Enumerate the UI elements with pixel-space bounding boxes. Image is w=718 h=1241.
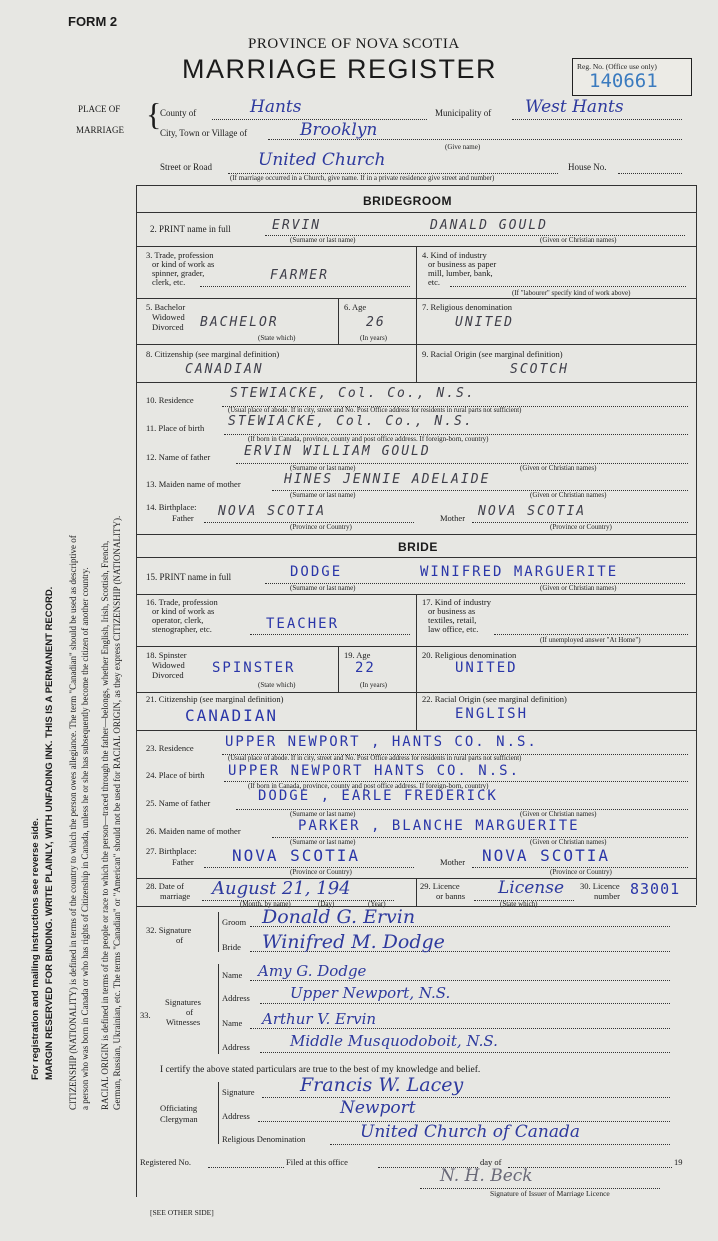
church-note: (If marriage occurred in a Church, give name. If in a private residence give street and number) (230, 174, 495, 182)
groom-surname: ERVIN (272, 218, 322, 233)
form-number: FORM 2 (68, 14, 118, 29)
f17-note: (If unemployed answer "At Home") (540, 636, 641, 644)
father-surname-caption: (Surname or last name) (290, 464, 356, 472)
filed-label: Filed at this office (286, 1157, 348, 1167)
place-label-bottom: MARRIAGE (76, 125, 125, 135)
f20-label: 20. Religious denomination (422, 650, 517, 660)
reg-no-box (572, 58, 692, 96)
bride-father-prov-caption: (Province or Country) (290, 868, 352, 876)
w2-address-label: Address (222, 1042, 250, 1052)
day-of-label: day of (480, 1157, 502, 1167)
clergy-sig-label: Signature (222, 1087, 255, 1097)
w1-name-label: Name (222, 970, 243, 980)
margin-binding-notice: MARGIN RESERVED FOR BINDING. WRITE PLAINLY, WITH UNFADING INK. THIS IS A PERMANENT RECORD. (44, 586, 55, 1080)
brace-icon: { (146, 96, 162, 132)
groom-mother-birthplace: NOVA SCOTIA (478, 504, 587, 519)
street-value: United Church (258, 150, 386, 170)
f17-label-4: law office, etc. (428, 624, 479, 634)
f29-label-2: or banns (436, 891, 466, 901)
f16-label: 16. Trade, profession (146, 597, 218, 607)
bride-mother-birthplace: NOVA SCOTIA (482, 846, 610, 865)
clergyman-label: Clergyman (160, 1114, 198, 1124)
f11-label: 11. Place of birth (146, 423, 205, 433)
witness-label-2: of (186, 1007, 194, 1017)
bride-father-given-caption: (Given or Christian names) (520, 810, 597, 818)
f32-label: 32. Signature (146, 925, 192, 935)
year-caption: (Year) (368, 900, 386, 908)
in-years-caption: (In years) (360, 334, 388, 342)
city-label: City, Town or Village of (160, 128, 248, 138)
f24-label: 24. Place of birth (146, 770, 205, 780)
clergy-address-label: Address (222, 1111, 250, 1121)
bride-age: 22 (355, 660, 376, 676)
place-label-top: PLACE OF (78, 104, 121, 114)
f3-label-2: or kind of work as (152, 259, 215, 269)
f5-label: 5. Bachelor (146, 302, 186, 312)
f28-label: 28. Date of (146, 881, 185, 891)
f10-label: 10. Residence (146, 395, 194, 405)
surname-caption: (Surname or last name) (290, 236, 356, 244)
f19-label: 19. Age (344, 650, 371, 660)
f9-label: 9. Racial Origin (see marginal definition) (422, 349, 563, 359)
f26-label: 26. Maiden name of mother (146, 826, 241, 836)
issuer-caption: Signature of Issuer of Marriage Licence (490, 1189, 610, 1198)
f3-label-3: spinner, grader, (152, 268, 205, 278)
margin-citizenship-2: a person who was born in Canada or who has rights of Citizenship in Canada, unless he or she has subsequently become the citizen of another country. (80, 567, 90, 1110)
province-heading: PROVINCE OF NOVA SCOTIA (248, 36, 460, 52)
reg-no-stamp: 140661 (589, 70, 658, 92)
f5-label-2: Widowed (152, 312, 185, 322)
f25-label: 25. Name of father (146, 798, 211, 808)
bride-religion: UNITED (455, 660, 518, 676)
f4-label: 4. Kind of industry (422, 250, 487, 260)
f23-label: 23. Residence (146, 743, 194, 753)
f4-label-4: etc. (428, 277, 441, 287)
groom-signature: Donald G. Ervin (262, 906, 416, 928)
f2-label: 2. PRINT name in full (150, 224, 231, 234)
f3-label: 3. Trade, profession (146, 250, 214, 260)
f18-label-2: Widowed (152, 660, 185, 670)
f16-label-3: operator, clerk, (152, 615, 204, 625)
mother-given-caption: (Given or Christian names) (530, 491, 607, 499)
clergy-signature: Francis W. Lacey (300, 1074, 464, 1096)
licence-or-banns: License (498, 878, 565, 898)
bride-residence: UPPER NEWPORT , HANTS CO. N.S. (225, 734, 538, 750)
f5-label-3: Divorced (152, 322, 184, 332)
county-value: Hants (250, 97, 302, 117)
f18-label: 18. Spinster (146, 650, 187, 660)
f29-label: 29. Licence (420, 881, 460, 891)
w2-name-label: Name (222, 1018, 243, 1028)
issuer-signature: N. H. Beck (440, 1166, 533, 1186)
f13-label: 13. Maiden name of mother (146, 479, 241, 489)
groom-residence: STEWIACKE, Col. Co., N.S. (230, 386, 476, 401)
bride-mother: PARKER , BLANCHE MARGUERITE (298, 818, 580, 834)
bride-heading: BRIDE (398, 540, 438, 554)
bride-racial: ENGLISH (455, 706, 529, 722)
witness1-name: Amy G. Dodge (258, 962, 367, 980)
bride-mother-given-caption: (Given or Christian names) (530, 838, 607, 846)
f32-label-2: of (176, 935, 184, 945)
f33-label: 33. (140, 1010, 151, 1020)
registered-no-label: Registered No. (140, 1157, 191, 1167)
certify-statement: I certify the above stated particulars are true to the best of my knowledge and belief. (160, 1065, 481, 1075)
bride-trade: TEACHER (266, 616, 340, 632)
f18-label-3: Divorced (152, 670, 184, 680)
residence-caption: (Usual place of abode. If in city, street and No. Post Office address for residents in rural parts not sufficient) (228, 407, 522, 414)
bride-state-which-caption: (State which) (258, 681, 296, 689)
reg-no-label: Reg. No. (Office use only) (577, 62, 657, 71)
groom-father-birthplace: NOVA SCOTIA (218, 504, 327, 519)
licence-state-which: (State which) (500, 900, 538, 908)
see-other-side: [SEE OTHER SIDE] (150, 1208, 214, 1217)
f16-label-4: stenographer, etc. (152, 624, 212, 634)
municipality-label: Municipality of (435, 108, 492, 118)
groom-sig-label: Groom (222, 917, 247, 927)
bride-father: DODGE , EARLE FREDERICK (258, 788, 498, 804)
groom-status: BACHELOR (200, 315, 279, 330)
clergy-religion-label: Religious Denomination (222, 1134, 306, 1144)
bride-father-birthplace: NOVA SCOTIA (232, 846, 360, 865)
father-given-caption: (Given or Christian names) (520, 464, 597, 472)
f22-label: 22. Racial Origin (see marginal definition) (422, 694, 567, 704)
clergy-address: Newport (340, 1098, 416, 1118)
margin-racial-2: German, Russian, Ukrainian, etc. The terms "Canadian" or "American" should not be used for RACIAL ORIGIN, as they express CITIZENSHIP (NATIONALITY). (112, 515, 122, 1110)
state-which-caption: (State which) (258, 334, 296, 342)
f27-label: 27. Birthplace: (146, 846, 197, 856)
bride-residence-caption: (Usual place of abode. If in city, street and No. Post Office address for residents in rural parts not sufficient) (228, 755, 522, 762)
f16-label-2: or kind of work as (152, 606, 215, 616)
bridegroom-heading: BRIDEGROOM (363, 194, 452, 208)
f14-mother-label: Mother (440, 513, 466, 523)
county-label: County of (160, 108, 197, 118)
groom-religion: UNITED (455, 315, 514, 330)
bride-status: SPINSTER (212, 660, 296, 676)
margin-racial-1: RACIAL ORIGIN is defined in terms of the people or race to which the person—traced through the father—belongs, whether English, Irish, Scottish, French, (100, 540, 110, 1110)
bride-in-years-caption: (In years) (360, 681, 388, 689)
mother-surname-caption: (Surname or last name) (290, 491, 356, 499)
licence-number: 83001 (630, 880, 681, 898)
bride-citizenship: CANADIAN (185, 706, 279, 725)
bride-father-surname-caption: (Surname or last name) (290, 810, 356, 818)
bride-sig-label: Bride (222, 942, 241, 952)
f8-label: 8. Citizenship (see marginal definition) (146, 349, 280, 359)
bride-mother-surname-caption: (Surname or last name) (290, 838, 356, 846)
groom-mother: HINES JENNIE ADELAIDE (284, 472, 491, 487)
groom-birthplace: STEWIACKE, Col. Co., N.S. (228, 414, 474, 429)
witness2-name: Arthur V. Ervin (262, 1010, 377, 1028)
groom-age: 26 (366, 315, 386, 330)
f7-label: 7. Religious denomination (422, 302, 512, 312)
bride-given-caption: (Given or Christian names) (540, 584, 617, 592)
f17-label-2: or business as (428, 606, 476, 616)
given-caption: (Given or Christian names) (540, 236, 617, 244)
f3-label-4: clerk, etc. (152, 277, 186, 287)
f6-label: 6. Age (344, 302, 367, 312)
bride-mother-prov-caption: (Province or Country) (550, 868, 612, 876)
groom-trade: FARMER (270, 268, 329, 283)
house-label: House No. (568, 162, 607, 172)
birthplace-caption: (If born in Canada, province, county and post office address. If foreign-born, country) (248, 435, 489, 443)
witness-label-3: Witnesses (166, 1017, 201, 1027)
bride-signature: Winifred M. Dodge (262, 931, 445, 953)
f4-label-2: or business as paper (428, 259, 497, 269)
f21-label: 21. Citizenship (see marginal definition) (146, 694, 284, 704)
f12-label: 12. Name of father (146, 452, 211, 462)
f30-label-2: number (594, 891, 620, 901)
father-prov-caption: (Province or Country) (290, 523, 352, 531)
street-label: Street or Road (160, 162, 212, 172)
bride-birthplace: UPPER NEWPORT HANTS CO. N.S. (228, 763, 521, 779)
f14-father-label: Father (172, 513, 194, 523)
year-label: 19 (674, 1157, 683, 1167)
f4-label-3: mill, lumber, bank, (428, 268, 493, 278)
f30-label: 30. Licence (580, 881, 620, 891)
witness1-address: Upper Newport, N.S. (290, 984, 451, 1002)
margin-citizenship-1: CITIZENSHIP (NATIONALITY) is defined in terms of the country to which the person owes allegiance. The term "Canadian" should be used as descriptive of (68, 535, 78, 1110)
f17-label-3: textiles, retail, (428, 615, 477, 625)
f14-label: 14. Birthplace: (146, 502, 197, 512)
page-title: MARRIAGE REGISTER (182, 54, 498, 84)
give-name-caption: (Give name) (445, 143, 481, 151)
f27-mother-label: Mother (440, 857, 466, 867)
groom-citizenship: CANADIAN (185, 362, 264, 377)
f17-label: 17. Kind of industry (422, 597, 491, 607)
day-caption: (Day) (318, 900, 335, 908)
bride-given: WINIFRED MARGUERITE (420, 564, 619, 580)
clergy-religion: United Church of Canada (360, 1122, 580, 1142)
marriage-date: August 21, 194 (212, 878, 351, 899)
f27-father-label: Father (172, 857, 194, 867)
groom-racial: SCOTCH (510, 362, 569, 377)
margin-instructions: For registration and mailing instructions see reverse side. (30, 818, 41, 1080)
witness2-address: Middle Musquodoboit, N.S. (290, 1032, 498, 1050)
w1-address-label: Address (222, 993, 250, 1003)
witness-label-1: Signatures (165, 997, 201, 1007)
f15-label: 15. PRINT name in full (146, 572, 232, 582)
bride-surname-caption: (Surname or last name) (290, 584, 356, 592)
month-caption: (Month, by name) (240, 900, 291, 908)
mother-prov-caption: (Province or Country) (550, 523, 612, 531)
f28-label-2: marriage (160, 891, 191, 901)
groom-father: ERVIN WILLIAM GOULD (244, 444, 431, 459)
officiating-label: Officiating (160, 1103, 198, 1113)
bride-surname: DODGE (290, 564, 343, 580)
city-value: Brooklyn (300, 120, 378, 140)
groom-given: DANALD GOULD (430, 218, 548, 233)
municipality-value: West Hants (525, 97, 624, 117)
f4-note: (If "labourer" specify kind of work above) (512, 289, 631, 297)
bride-birthplace-caption: (If born in Canada, province, county and post office address. If foreign-born, country) (248, 782, 489, 790)
